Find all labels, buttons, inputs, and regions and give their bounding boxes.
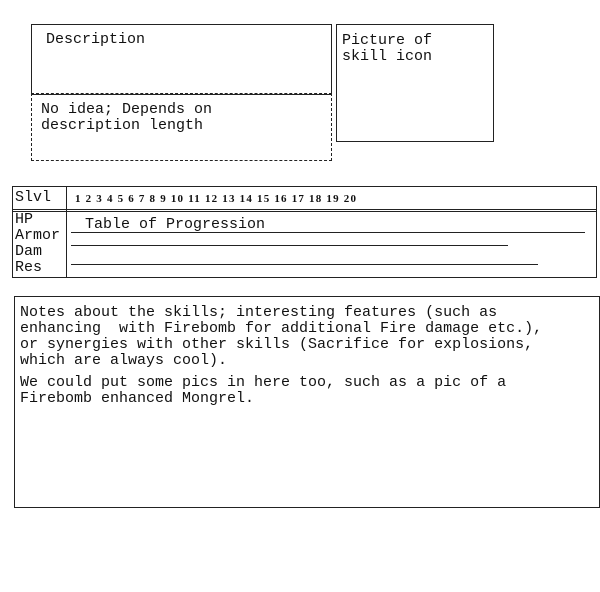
table-column-divider [66, 186, 67, 278]
skill-icon-label: Picture of skill icon [342, 32, 433, 65]
skill-level-header: Slvl [15, 189, 52, 206]
progression-line-dam [71, 264, 538, 265]
notes-paragraph-1: Notes about the skills; interesting features (such as enhancing with Firebomb for additional Fire damage etc.), or synergies with other skills (Sacrifice for explosions, which are always cool). [20, 304, 543, 369]
stat-label-hp: HP [15, 211, 34, 228]
skill-level-numbers: 1 2 3 4 5 6 7 8 9 10 11 12 13 14 15 16 17 18 19 20 [75, 193, 358, 205]
description-overflow-note: No idea; Depends on description length [41, 101, 213, 134]
stat-label-dam: Dam [15, 243, 43, 260]
progression-line-armor [71, 245, 508, 246]
table-header-divider [12, 209, 597, 210]
description-label: Description [46, 31, 146, 48]
stat-label-armor: Armor [15, 227, 61, 244]
progression-title: Table of Progression [85, 216, 266, 233]
table-header-divider-double [12, 211, 597, 212]
progression-line-hp [71, 232, 585, 233]
stat-label-res: Res [15, 259, 43, 276]
notes-paragraph-2: We could put some pics in here too, such as a pic of a Firebomb enhanced Mongrel. [20, 374, 507, 407]
